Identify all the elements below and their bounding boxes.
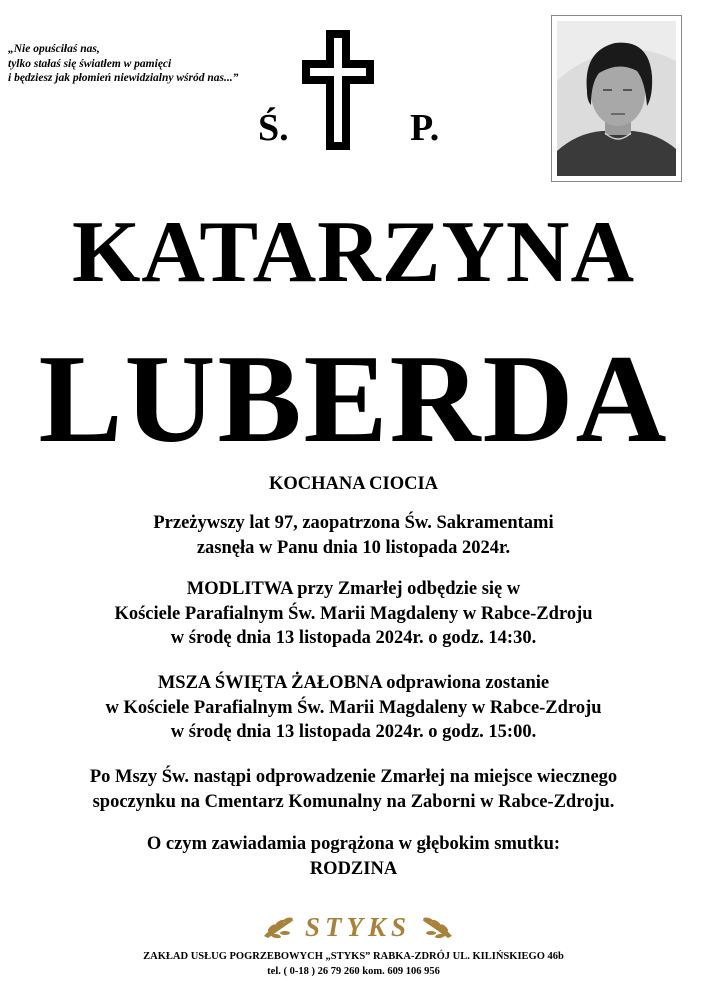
burial-info-line: Po Mszy Św. nastąpi odprowadzenie Zmarłej na miejsce wiecznego xyxy=(89,767,618,787)
death-info-line: Przeżywszy lat 97, zaopatrzona Św. Sakramentami xyxy=(153,513,554,533)
funeral-home-info xyxy=(0,949,707,979)
mass-info-line: MSZA ŚWIĘTA ŻAŁOBNA odprawiona zostanie xyxy=(157,673,550,693)
burial-info xyxy=(0,765,707,814)
death-info-line: zasnęła w Panu dnia 10 listopada 2024r. xyxy=(196,537,511,558)
prayer-info-line: MODLITWA przy Zmarłej odbędzie się w xyxy=(186,579,521,599)
mass-info xyxy=(0,671,707,745)
funeral-home-address: ZAKŁAD USŁUG POGRZEBOWYCH „STYKS” RABKA-ZDRÓJ UL. KILIŃSKIEGO 46b xyxy=(143,951,564,962)
closing-notice xyxy=(0,832,707,881)
portrait-photo xyxy=(551,15,682,182)
portrait-image xyxy=(557,21,676,176)
s-letter: Ś. xyxy=(258,107,289,149)
epigraph-quote xyxy=(8,42,308,86)
funeral-home-phone: tel. ( 0-18 ) 26 79 260 kom. 609 106 956 xyxy=(267,966,440,977)
prayer-info-line: w środę dnia 13 listopada 2024r. o godz. 14:30. xyxy=(170,628,537,648)
styks-logo-text: STYKS xyxy=(304,912,412,942)
relation-label: KOCHANA CIOCIA xyxy=(268,474,439,494)
latin-cross-icon xyxy=(302,30,374,150)
quote-line: „Nie opuściłaś nas, xyxy=(8,43,100,55)
deceased-first-name: KATARZYNA xyxy=(71,204,636,301)
mass-info-line: w środę dnia 13 listopada 2024r. o godz. 15:00. xyxy=(170,722,537,742)
burial-info-line: spoczynku na Cmentarz Komunalny na Zaborni w Rabce-Zdroju. xyxy=(92,791,615,812)
prayer-info xyxy=(0,577,707,651)
mass-info-line: w Kościele Parafialnym Św. Marii Magdaleny w Rabce-Zdroju xyxy=(105,697,602,718)
p-letter: P. xyxy=(410,107,440,149)
death-info xyxy=(0,511,707,560)
quote-line: tylko stałaś się światłem w pamięci xyxy=(8,57,172,70)
prayer-info-line: Kościele Parafialnym Św. Marii Magdaleny w Rabce-Zdroju xyxy=(114,603,593,624)
closing-line: O czym zawiadamia pogrążona w głębokim smutku: xyxy=(146,834,561,854)
family-signature: RODZINA xyxy=(309,858,398,879)
quote-line: i będziesz jak płomień niewidzialny wśród nas...” xyxy=(8,72,239,84)
deceased-last-name: LUBERDA xyxy=(38,330,669,469)
styks-logo xyxy=(260,906,456,946)
